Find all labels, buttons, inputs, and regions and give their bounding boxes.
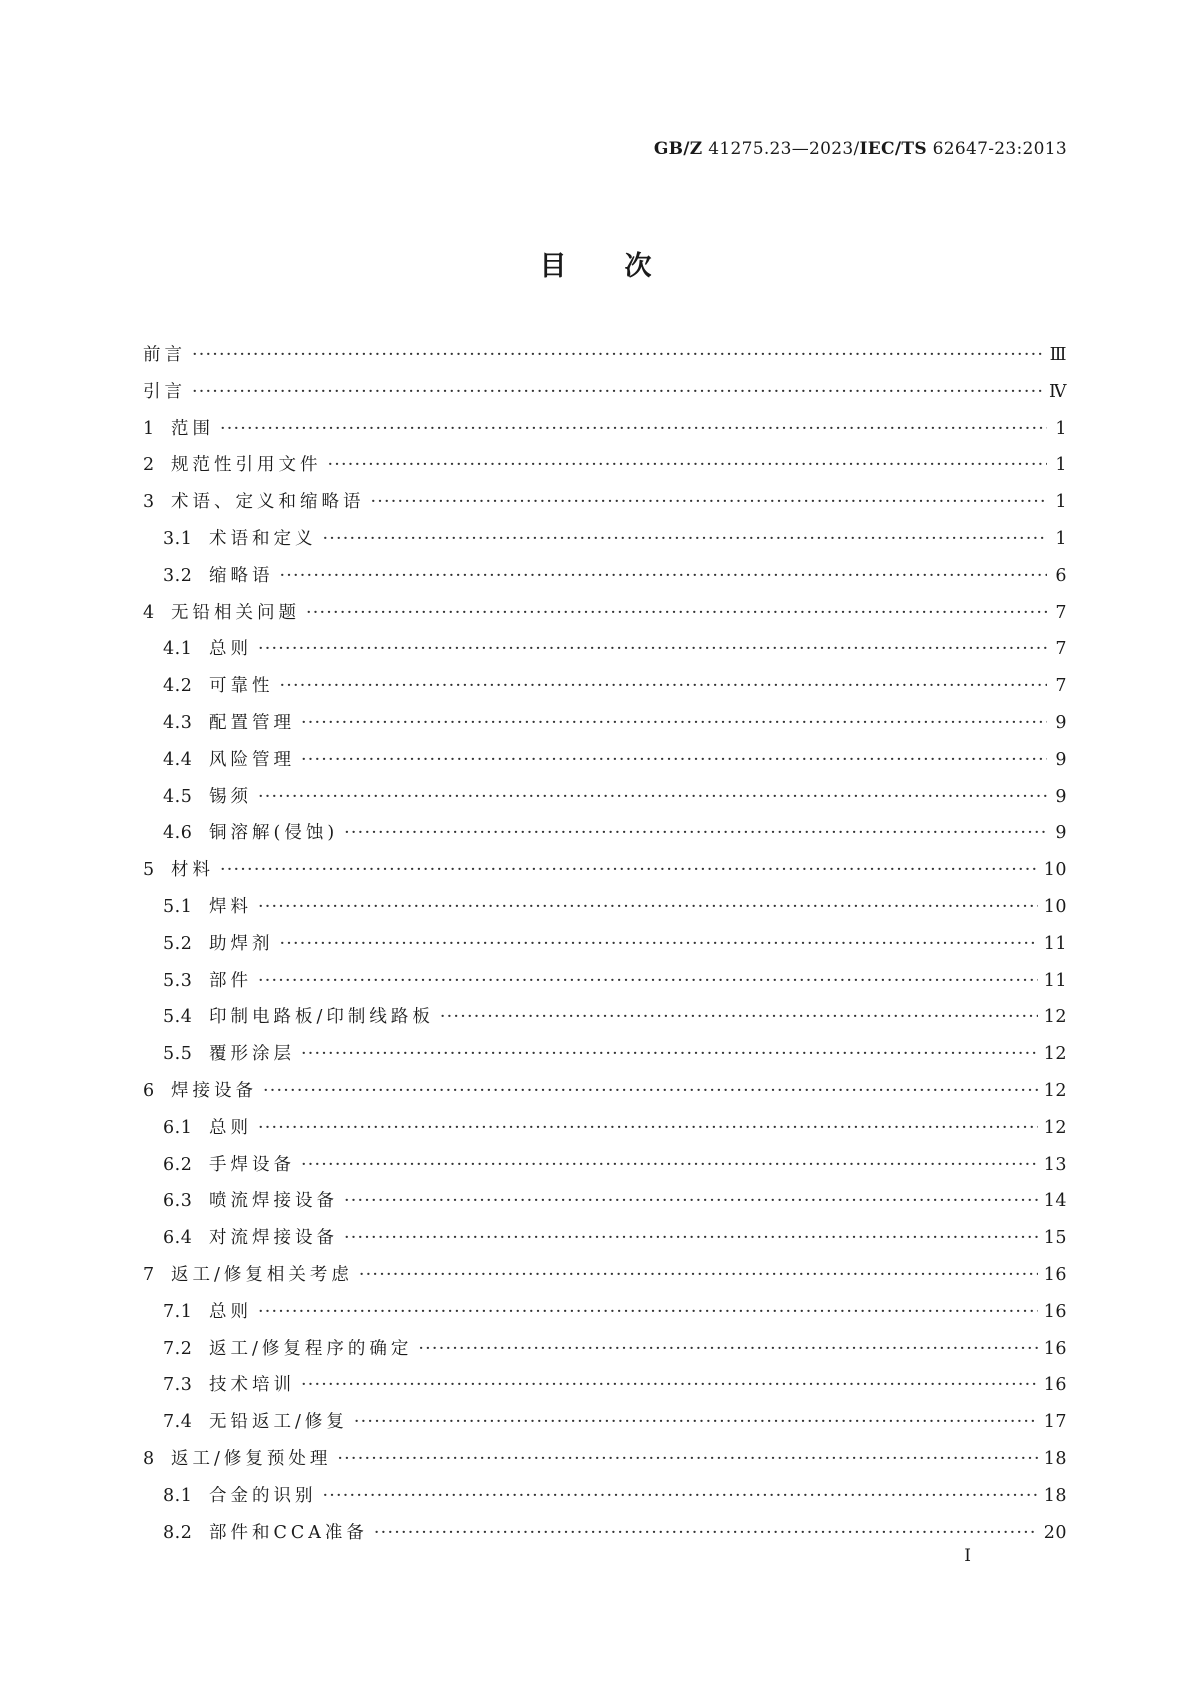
toc-entry-page: 1 [1055,492,1067,513]
toc-entry[interactable] [143,374,1067,411]
toc-entry-page: 16 [1043,1264,1067,1285]
toc-entry[interactable] [143,1257,1067,1294]
toc-entry-number: 7.1 [163,1301,193,1322]
toc-entry-label: 合金的识别 [209,1485,317,1506]
toc-entry-label: 总则 [209,1301,252,1322]
toc-dot-leader [440,999,1038,1036]
toc-dot-leader [354,1404,1038,1441]
toc-entry-number: 8 [143,1448,155,1469]
toc-entry-label: 印制电路板/印制线路板 [209,1007,434,1028]
toc-entry-label: 覆形涂层 [209,1044,295,1065]
toc-entry[interactable] [143,1036,1067,1073]
toc-dot-leader [301,1036,1038,1073]
toc-entry[interactable] [143,1441,1067,1478]
toc-entry[interactable] [143,889,1067,926]
toc-entry[interactable] [143,926,1067,963]
toc-dot-leader [192,337,1044,374]
toc-entry-label: 返工/修复预处理 [171,1448,332,1469]
toc-entry[interactable] [143,337,1067,374]
toc-entry-number: 3 [143,492,155,513]
toc-entry-label: 规范性引用文件 [171,455,322,476]
toc-entry-label: 返工/修复程序的确定 [209,1338,413,1359]
toc-dot-leader [328,447,1048,484]
toc-dot-leader [301,742,1047,779]
toc-entry-number: 4.1 [163,639,193,660]
toc-entry-page: 13 [1043,1154,1067,1175]
toc-entry-label: 引言 [143,381,186,402]
toc-entry-page: 10 [1043,860,1067,881]
toc-entry-label: 总则 [209,639,252,660]
toc-entry-number: 3.2 [163,565,193,586]
toc-dot-leader [344,1220,1038,1257]
toc-entry-number: 4 [143,602,155,623]
toc-entry-page: 12 [1043,1044,1067,1065]
toc-entry-label: 术语和定义 [209,528,317,549]
toc-entry-number: 6 [143,1080,155,1101]
toc-entry[interactable] [143,779,1067,816]
toc-entry-label: 返工/修复相关考虑 [171,1264,353,1285]
toc-entry[interactable] [143,631,1067,668]
toc-dot-leader [301,1367,1038,1404]
toc-entry[interactable] [143,447,1067,484]
toc-dot-leader [323,1478,1038,1515]
toc-entry-number: 7.2 [163,1338,193,1359]
toc-entry-label: 部件 [209,970,252,991]
toc-entry-page: 11 [1043,933,1067,954]
table-of-contents [143,337,1067,1551]
toc-entry-label: 铜溶解(侵蚀) [209,823,339,844]
toc-entry-page: 1 [1055,455,1067,476]
toc-entry-page: 18 [1043,1448,1067,1469]
toc-entry-number: 2 [143,455,155,476]
toc-entry-page: 10 [1043,896,1067,917]
toc-entry-page: 9 [1055,786,1067,807]
toc-dot-leader [337,1441,1037,1478]
toc-entry-number: 7.4 [163,1412,193,1433]
toc-entry-page: 20 [1043,1522,1067,1543]
toc-entry-number: 5.2 [163,933,193,954]
toc-dot-leader [323,521,1048,558]
toc-entry-number: 7.3 [163,1375,193,1396]
toc-entry-page: 12 [1043,1007,1067,1028]
toc-entry-page: Ⅳ [1049,381,1067,402]
toc-entry-label: 缩略语 [209,565,274,586]
toc-dot-leader [258,631,1047,668]
toc-entry-label: 技术培训 [209,1375,295,1396]
standard-code-tail: 62647-23:2013 [926,139,1067,159]
toc-entry-label: 范围 [171,418,214,439]
toc-entry-number: 1 [143,418,155,439]
toc-entry[interactable] [143,742,1067,779]
toc-entry-number: 6.2 [163,1154,193,1175]
standard-code-prefix: GB/Z [653,139,703,159]
toc-dot-leader [374,1515,1038,1552]
toc-entry-label: 总则 [209,1117,252,1138]
toc-entry-number: 6.3 [163,1191,193,1212]
toc-entry[interactable] [143,521,1067,558]
standard-code [654,139,1067,159]
toc-dot-leader [220,411,1047,448]
toc-entry-label: 前言 [143,345,186,365]
toc-dot-leader [258,1294,1038,1331]
toc-entry[interactable] [143,1220,1067,1257]
toc-entry[interactable] [143,1147,1067,1184]
toc-entry-number: 5.4 [163,1007,193,1028]
toc-entry-number: 7 [143,1264,155,1285]
toc-entry-page: 12 [1043,1117,1067,1138]
toc-entry-page: 9 [1055,749,1067,770]
toc-dot-leader [344,1183,1038,1220]
toc-entry[interactable] [143,1478,1067,1515]
toc-entry-number: 4.5 [163,786,193,807]
toc-entry-number: 5.1 [163,896,193,917]
toc-entry-label: 配置管理 [209,712,295,733]
toc-entry-label: 部件和CCA准备 [209,1522,368,1543]
toc-dot-leader [263,1073,1038,1110]
toc-entry-label: 手焊设备 [209,1154,295,1175]
toc-entry-label: 焊料 [209,896,252,917]
toc-entry-page: 16 [1043,1375,1067,1396]
toc-dot-leader [192,374,1043,411]
toc-entry[interactable] [143,484,1067,521]
toc-entry-label: 锡须 [209,786,252,807]
toc-entry[interactable] [143,668,1067,705]
toc-entry-page: 12 [1043,1080,1067,1101]
toc-entry-page: 7 [1055,676,1067,697]
toc-entry[interactable] [143,852,1067,889]
toc-entry[interactable] [143,1294,1067,1331]
toc-dot-leader [280,558,1048,595]
toc-entry-page: 7 [1055,639,1067,660]
toc-dot-leader [301,705,1047,742]
toc-entry-number: 6.1 [163,1117,193,1138]
toc-entry[interactable] [143,963,1067,1000]
toc-entry-label: 风险管理 [209,749,295,770]
toc-entry[interactable] [143,705,1067,742]
toc-entry-label: 喷流焊接设备 [209,1191,338,1212]
toc-dot-leader [344,815,1047,852]
toc-entry-label: 助焊剂 [209,933,274,954]
toc-entry-label: 对流焊接设备 [209,1228,338,1249]
page-title: 目次 [539,251,710,282]
toc-entry[interactable] [143,1367,1067,1404]
toc-dot-leader [258,1110,1038,1147]
toc-dot-leader [280,668,1048,705]
toc-entry[interactable] [143,815,1067,852]
toc-entry-number: 4.2 [163,676,193,697]
toc-entry-number: 5 [143,860,155,881]
toc-entry-number: 3.1 [163,528,193,549]
page-number: Ⅰ [964,1546,971,1566]
toc-entry-label: 术语、定义和缩略语 [171,492,365,513]
toc-dot-leader [220,852,1038,889]
toc-dot-leader [280,926,1038,963]
toc-entry-label: 可靠性 [209,676,274,697]
toc-entry[interactable] [143,1110,1067,1147]
toc-entry-page: 14 [1043,1191,1067,1212]
toc-entry[interactable] [143,1073,1067,1110]
toc-entry-label: 无铅相关问题 [171,602,300,623]
toc-entry-page: 9 [1055,823,1067,844]
toc-entry[interactable] [143,1515,1067,1552]
toc-entry-label: 焊接设备 [171,1080,257,1101]
toc-entry-page: 6 [1055,565,1067,586]
toc-entry-page: 9 [1055,712,1067,733]
toc-entry-page: 1 [1055,528,1067,549]
toc-entry[interactable] [143,1331,1067,1368]
standard-code-iec: IEC/TS [859,139,927,159]
toc-entry-page: 11 [1043,970,1067,991]
toc-entry-page: 1 [1055,418,1067,439]
toc-entry[interactable] [143,1404,1067,1441]
toc-entry-page: 17 [1043,1412,1067,1433]
toc-dot-leader [418,1331,1037,1368]
toc-dot-leader [359,1257,1038,1294]
toc-entry-number: 6.4 [163,1228,193,1249]
toc-entry-number: 5.3 [163,970,193,991]
toc-entry-page: Ⅲ [1049,345,1067,365]
toc-dot-leader [258,779,1047,816]
toc-entry-label: 材料 [171,860,214,881]
toc-entry-page: 16 [1043,1301,1067,1322]
toc-entry-number: 8.1 [163,1485,193,1506]
toc-dot-leader [306,595,1047,632]
toc-entry[interactable] [143,595,1067,632]
toc-entry-label: 无铅返工/修复 [209,1412,348,1433]
toc-entry-number: 4.3 [163,712,193,733]
toc-entry-number: 4.4 [163,749,193,770]
toc-entry-number: 8.2 [163,1522,193,1543]
toc-entry-page: 16 [1043,1338,1067,1359]
toc-entry-page: 18 [1043,1485,1067,1506]
toc-dot-leader [258,963,1038,1000]
toc-entry[interactable] [143,1183,1067,1220]
toc-entry[interactable] [143,411,1067,448]
toc-entry-page: 15 [1043,1228,1067,1249]
toc-entry-number: 5.5 [163,1044,193,1065]
toc-dot-leader [258,889,1038,926]
toc-dot-leader [301,1147,1038,1184]
toc-entry-page: 7 [1055,602,1067,623]
standard-code-number: 41275.23—2023/ [702,139,860,159]
toc-entry[interactable] [143,558,1067,595]
toc-entry[interactable] [143,999,1067,1036]
toc-entry-number: 4.6 [163,823,193,844]
toc-dot-leader [371,484,1048,521]
